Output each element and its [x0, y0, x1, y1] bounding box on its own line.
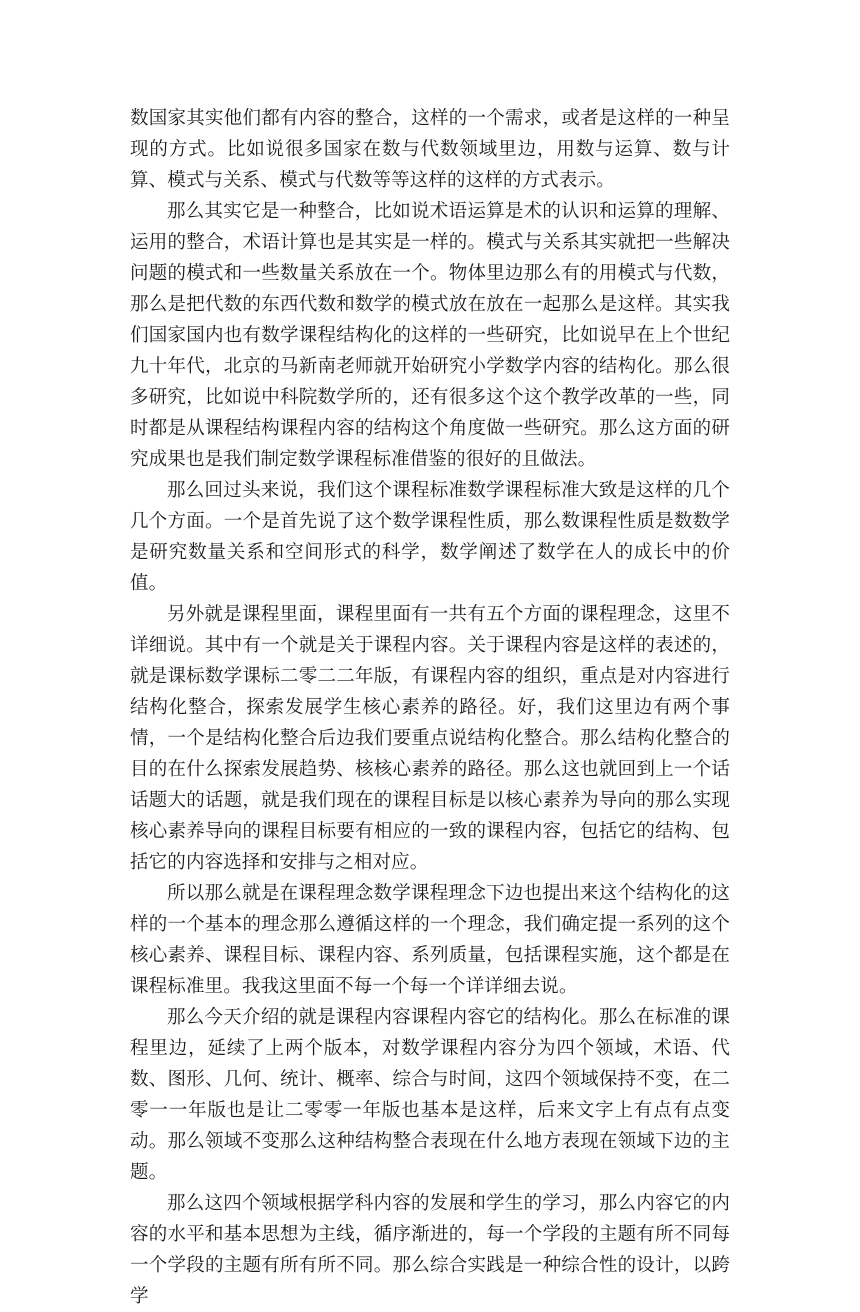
- document-page: [130, 103, 730, 1312]
- paragraph-7: 那么这四个领域根据学科内容的发展和学生的学习，那么内容它的内容的水平和基本思想为主线，循序渐进的，每一个学段的主题有所不同每一个学段的主题有所有所不同。那么综合实践是一种综合性的设计，以跨学: [130, 1193, 730, 1307]
- paragraph-5: 所以那么就是在课程理念数学课程理念下边也提出来这个结构化的这样的一个基本的理念那么遵循这样的一个理念，我们确定提一系列的这个核心素养、课程目标、课程内容、系列质量，包括课程实施，这个都是在课程标准里。我我这里面不每一个每一个详详细去说。: [130, 883, 730, 997]
- paragraph-3: 那么回过头来说，我们这个课程标准数学课程标准大致是这样的几个几个方面。一个是首先说了这个数学课程性质，那么数课程性质是数数学是研究数量关系和空间形式的科学，数学阐述了数学在人的成长中的价值。: [130, 480, 730, 594]
- paragraph-6: 那么今天介绍的就是课程内容课程内容它的结构化。那么在标准的课程里边，延续了上两个版本，对数学课程内容分为四个领域，术语、代数、图形、几何、统计、概率、综合与时间，这四个领域保持不变，在二零一一年版也是让二零零一年版也基本是这样，后来文字上有点有点变动。那么领域不变那么这种结构整合表现在什么地方表现在领域下边的主题。: [130, 1007, 730, 1183]
- paragraph-2: 那么其实它是一种整合，比如说术语运算是术的认识和运算的理解、运用的整合，术语计算也是其实是一样的。模式与关系其实就把一些解决问题的模式和一些数量关系放在一个。物体里边那么有的用模式与代数，那么是把代数的东西代数和数学的模式放在放在一起那么是这样。其实我们国家国内也有数学课程结构化的这样的一些研究，比如说早在上个世纪九十年代，北京的马新南老师就开始研究小学数学内容的结构化。那么很多研究，比如说中科院数学所的，还有很多这个这个教学改革的一些，同时都是从课程结构课程内容的结构这个角度做一些研究。那么这方面的研究成果也是我们制定数学课程标准借鉴的很好的且做法。: [130, 201, 730, 470]
- paragraph-1: 数国家其实他们都有内容的整合，这样的一个需求，或者是这样的一种呈现的方式。比如说很多国家在数与代数领域里边，用数与运算、数与计算、模式与关系、模式与代数等等这样的这样的方式表示。: [130, 108, 730, 191]
- paragraph-4: 另外就是课程里面，课程里面有一共有五个方面的课程理念，这里不详细说。其中有一个就是关于课程内容。关于课程内容是这样的表述的，就是课标数学课标二零二二年版，有课程内容的组织，重点是对内容进行结构化整合，探索发展学生核心素养的路径。好，我们这里边有两个事情，一个是结构化整合后边我们要重点说结构化整合。那么结构化整合的目的在什么探索发展趋势、核核心素养的路径。那么这也就回到上一个话话题大的话题，就是我们现在的课程目标是以核心素养为导向的那么实现核心素养导向的课程目标要有相应的一致的课程内容，包括它的结构、包括它的内容选择和安排与之相对应。: [130, 604, 730, 873]
